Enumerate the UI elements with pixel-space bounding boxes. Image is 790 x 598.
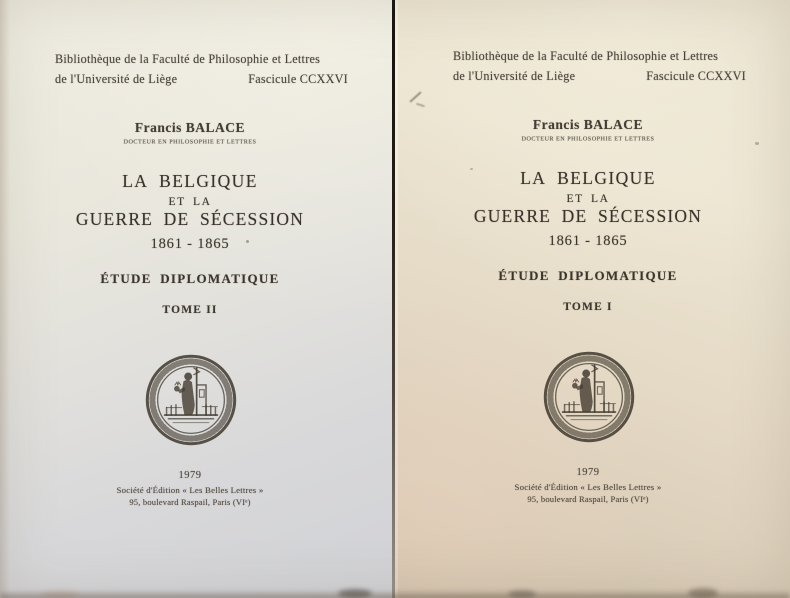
library-line-1: Bibliothèque de la Faculté de Philosophie et Lettres xyxy=(55,52,321,66)
imprint-year: 1979 xyxy=(178,470,202,481)
title-years: 1861 - 1865 xyxy=(548,233,628,249)
book-cover-tome-i xyxy=(395,0,790,598)
publisher-name: Société d'Édition « Les Belles Lettres » xyxy=(116,485,264,495)
library-line-2: de l'Université de Liège xyxy=(55,72,178,86)
publisher-name: Société d'Édition « Les Belles Lettres » xyxy=(514,482,662,492)
title-line-3: GUERRE DE SÉCESSION xyxy=(473,206,703,226)
university-of-liege-seal-icon xyxy=(542,350,636,444)
title-line-2: ET LA xyxy=(168,196,212,208)
publisher-address: 95, boulevard Raspail, Paris (VIᵉ) xyxy=(527,494,649,504)
fascicule-label: Fascicule CCXXVI xyxy=(646,69,746,83)
title-line-1: LA BELGIQUE xyxy=(122,171,258,191)
library-header xyxy=(453,46,746,86)
page-edge-highlight xyxy=(395,0,398,598)
author-name: Francis BALACE xyxy=(532,117,644,132)
author-credentials: DOCTEUR EN PHILOSOPHIE ET LETTRES xyxy=(123,138,257,146)
university-of-liege-seal-icon xyxy=(144,353,238,447)
tome-label: TOME I xyxy=(563,301,613,313)
photo-bottom-shadow xyxy=(0,590,790,598)
library-line-1: Bibliothèque de la Faculté de Philosophie et Lettres xyxy=(453,49,719,63)
subtitle: ÉTUDE DIPLOMATIQUE xyxy=(100,271,280,286)
tome-label: TOME II xyxy=(162,304,218,316)
author-credentials: DOCTEUR EN PHILOSOPHIE ET LETTRES xyxy=(521,135,655,143)
library-header xyxy=(55,49,348,89)
imprint-year: 1979 xyxy=(576,467,600,478)
photo-left-shading xyxy=(0,0,10,598)
title-years: 1861 - 1865 xyxy=(150,236,230,252)
title-line-1: LA BELGIQUE xyxy=(520,168,656,188)
title-line-3: GUERRE DE SÉCESSION xyxy=(75,209,305,229)
publisher-address: 95, boulevard Raspail, Paris (VIᵉ) xyxy=(129,497,251,507)
subtitle: ÉTUDE DIPLOMATIQUE xyxy=(498,268,678,283)
fascicule-label: Fascicule CCXXVI xyxy=(248,72,348,86)
title-line-2: ET LA xyxy=(566,193,610,205)
library-line-2: de l'Université de Liège xyxy=(453,69,576,83)
author-name: Francis BALACE xyxy=(134,120,246,135)
